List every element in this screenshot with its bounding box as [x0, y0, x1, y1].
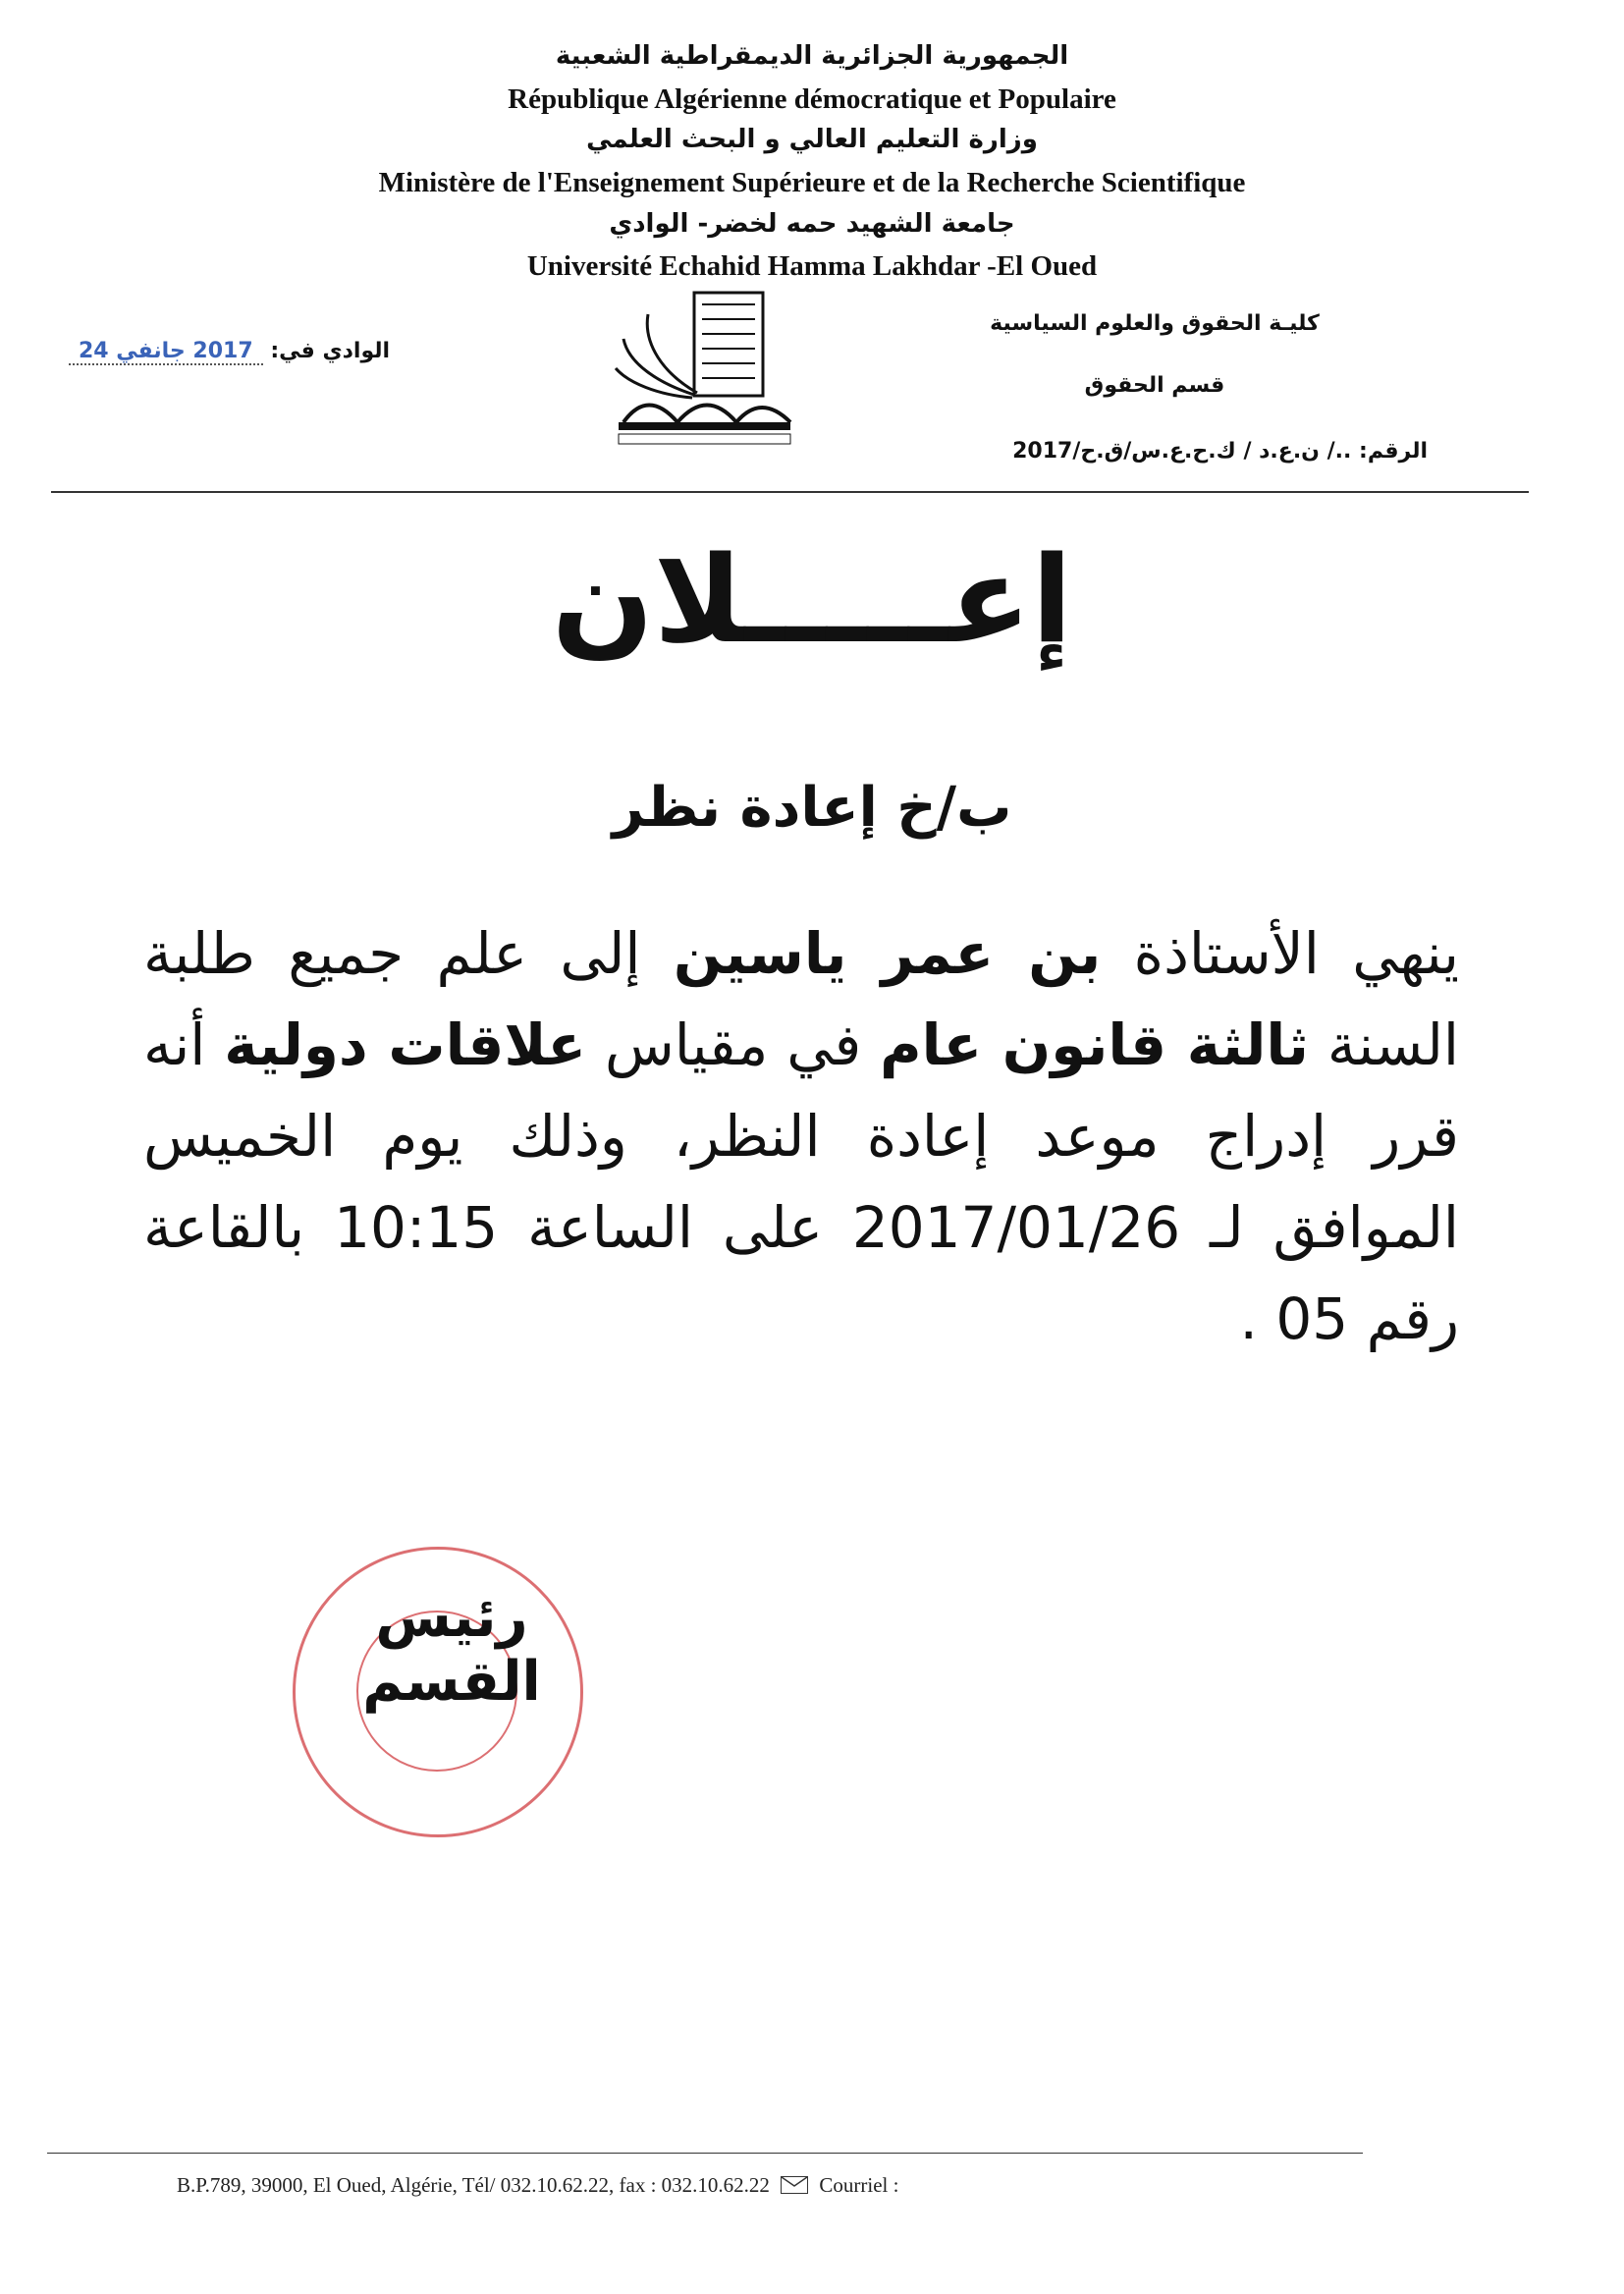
footer-mail-label: Courriel :: [819, 2173, 899, 2197]
reference-value: ../ ن.ع.د / ك.ح.ع.س/ق.ح/2017: [1012, 439, 1352, 464]
footer-contact: [177, 2173, 898, 2198]
mail-icon-graphic: [782, 2177, 807, 2193]
reference-label: الرقم:: [1359, 439, 1428, 464]
date-line: [69, 339, 481, 363]
body-text-intro: ينهي الأستاذة: [1101, 920, 1459, 987]
university-name-french: Université Echahid Hamma Lakhdar -El Oued: [526, 250, 1098, 282]
ministry-name-arabic: وزارة التعليم العالي و البحث العلمي: [586, 125, 1038, 154]
header-divider: [51, 491, 1529, 493]
department-name: قسم الحقوق: [1084, 373, 1225, 398]
faculty-name: كليـة الحقوق والعلوم السياسية: [990, 311, 1320, 336]
date-label: الوادي في:: [270, 339, 391, 363]
course-subject: علاقات دولية: [224, 1011, 587, 1078]
body-text-schedule: أنه قرر إدراج موعد إعادة النظر، وذلك يوم الخميس الموافق لـ 2017/01/26 على الساعة 10:15 بالقاعة رقم 05 .: [143, 1011, 1460, 1352]
mail-icon: [781, 2176, 808, 2194]
country-name-french: République Algérienne démocratique et Populaire: [508, 83, 1116, 115]
announcement-title: إعـــــلان: [551, 530, 1073, 670]
announcement-subtitle: ب/خ إعادة نظر: [612, 776, 1012, 840]
footer-address: B.P.789, 39000, El Oued, Algérie, Tél/ 032.10.62.22, fax : 032.10.62.22: [177, 2173, 770, 2197]
ministry-name-french: Ministère de l'Enseignement Supérieure et de la Recherche Scientifique: [378, 167, 1246, 198]
handwritten-date: 2017 جانفي 24: [69, 339, 263, 365]
body-text-subject-intro: في مقياس: [586, 1011, 881, 1078]
university-logo: [604, 285, 800, 457]
department-head-label: رئيس القسم: [362, 1586, 541, 1714]
body-text-students: إلى علم جميع طلبة السنة: [143, 920, 1459, 1078]
university-logo-graphic: [604, 285, 800, 457]
reference-number: [878, 439, 1428, 464]
announcement-body: [143, 908, 1459, 1365]
country-name-arabic: الجمهورية الجزائرية الديمقراطية الشعبية: [555, 41, 1069, 71]
university-name-arabic: جامعة الشهيد حمه لخضر- الوادي: [609, 209, 1015, 239]
student-level: ثالثة قانون عام: [880, 1011, 1309, 1078]
footer-divider: [47, 2153, 1363, 2154]
professor-name: بن عمر ياسين: [673, 920, 1102, 987]
